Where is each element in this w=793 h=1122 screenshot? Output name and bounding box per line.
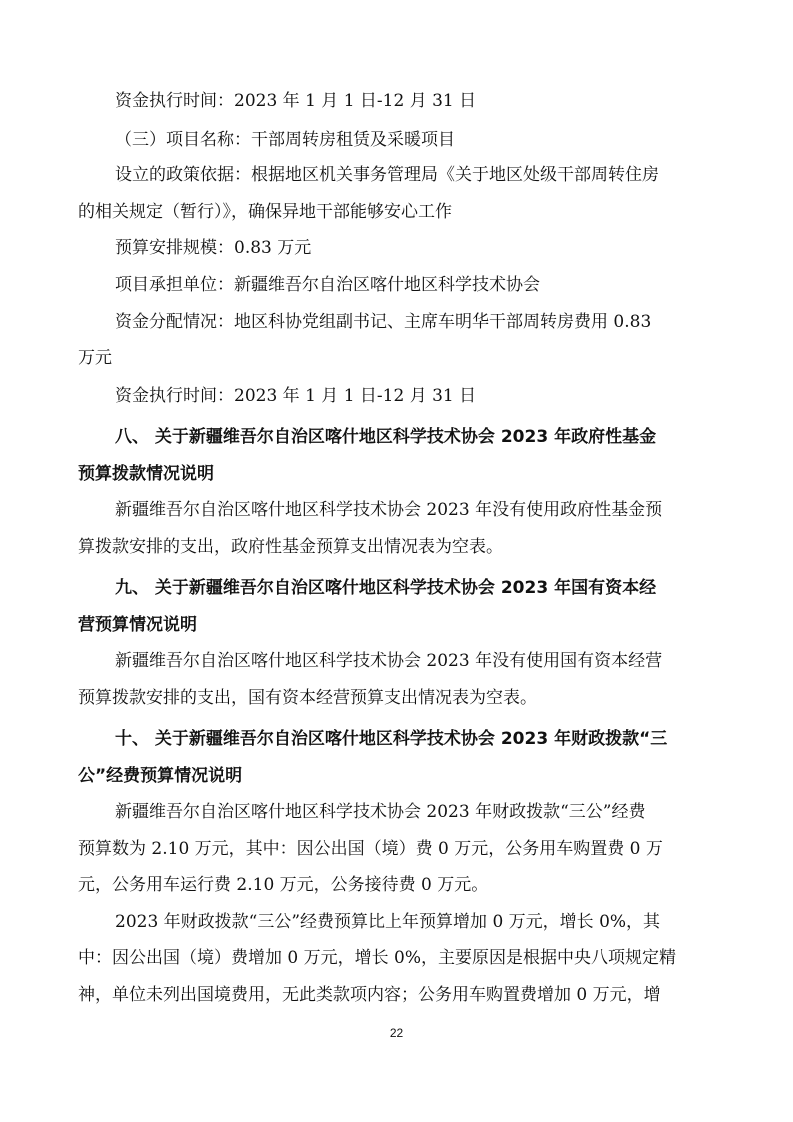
section-heading: 八、 关于新疆维吾尔自治区喀什地区科学技术协会 2023 年政府性基金 <box>115 427 657 447</box>
section-heading: 公”经费预算情况说明 <box>78 766 243 786</box>
paragraph-line: 预算安排规模：0.83 万元 <box>115 238 312 258</box>
paragraph-line: 新疆维吾尔自治区喀什地区科学技术协会 2023 年财政拨款“三公”经费 <box>115 802 646 822</box>
page-number: 22 <box>389 1026 404 1040</box>
paragraph-line: 中：因公出国（境）费增加 0 万元，增长 0%，主要原因是根据中央八项规定精 <box>78 948 676 968</box>
paragraph-line: 预算数为 2.10 万元，其中：因公出国（境）费 0 万元，公务用车购置费 0 万 <box>78 839 663 859</box>
section-heading: 营预算情况说明 <box>78 615 197 635</box>
section-heading: 九、 关于新疆维吾尔自治区喀什地区科学技术协会 2023 年国有资本经 <box>115 578 657 598</box>
paragraph-line: 资金分配情况：地区科协党组副书记、主席车明华干部周转房费用 0.83 <box>115 312 652 332</box>
paragraph-line: 预算拨款安排的支出，国有资本经营预算支出情况表为空表。 <box>78 688 537 708</box>
paragraph-line: 新疆维吾尔自治区喀什地区科学技术协会 2023 年没有使用国有资本经营 <box>115 651 663 671</box>
paragraph-line: 算拨款安排的支出，政府性基金预算支出情况表为空表。 <box>78 537 503 557</box>
paragraph-line: （三）项目名称：干部周转房租赁及采暖项目 <box>115 130 455 150</box>
paragraph-line: 元，公务用车运行费 2.10 万元，公务接待费 0 万元。 <box>78 875 489 895</box>
paragraph-line: 资金执行时间：2023 年 1 月 1 日-12 月 31 日 <box>115 91 477 111</box>
section-heading: 十、 关于新疆维吾尔自治区喀什地区科学技术协会 2023 年财政拨款“三 <box>115 729 668 749</box>
paragraph-line: 2023 年财政拨款“三公”经费预算比上年预算增加 0 万元，增长 0%，其 <box>115 912 661 932</box>
paragraph-line: 万元 <box>78 348 112 368</box>
paragraph-line: 神，单位未列出国境费用，无此类款项内容；公务用车购置费增加 0 万元，增 <box>78 985 661 1005</box>
paragraph-line: 设立的政策依据：根据地区机关事务管理局《关于地区处级干部周转住房 <box>115 165 659 185</box>
paragraph-line: 的相关规定（暂行）》，确保异地干部能够安心工作 <box>78 202 452 222</box>
paragraph-line: 资金执行时间：2023 年 1 月 1 日-12 月 31 日 <box>115 386 477 406</box>
paragraph-line: 新疆维吾尔自治区喀什地区科学技术协会 2023 年没有使用政府性基金预 <box>115 500 663 520</box>
paragraph-line: 项目承担单位：新疆维吾尔自治区喀什地区科学技术协会 <box>115 275 540 295</box>
section-heading: 预算拨款情况说明 <box>78 464 214 484</box>
